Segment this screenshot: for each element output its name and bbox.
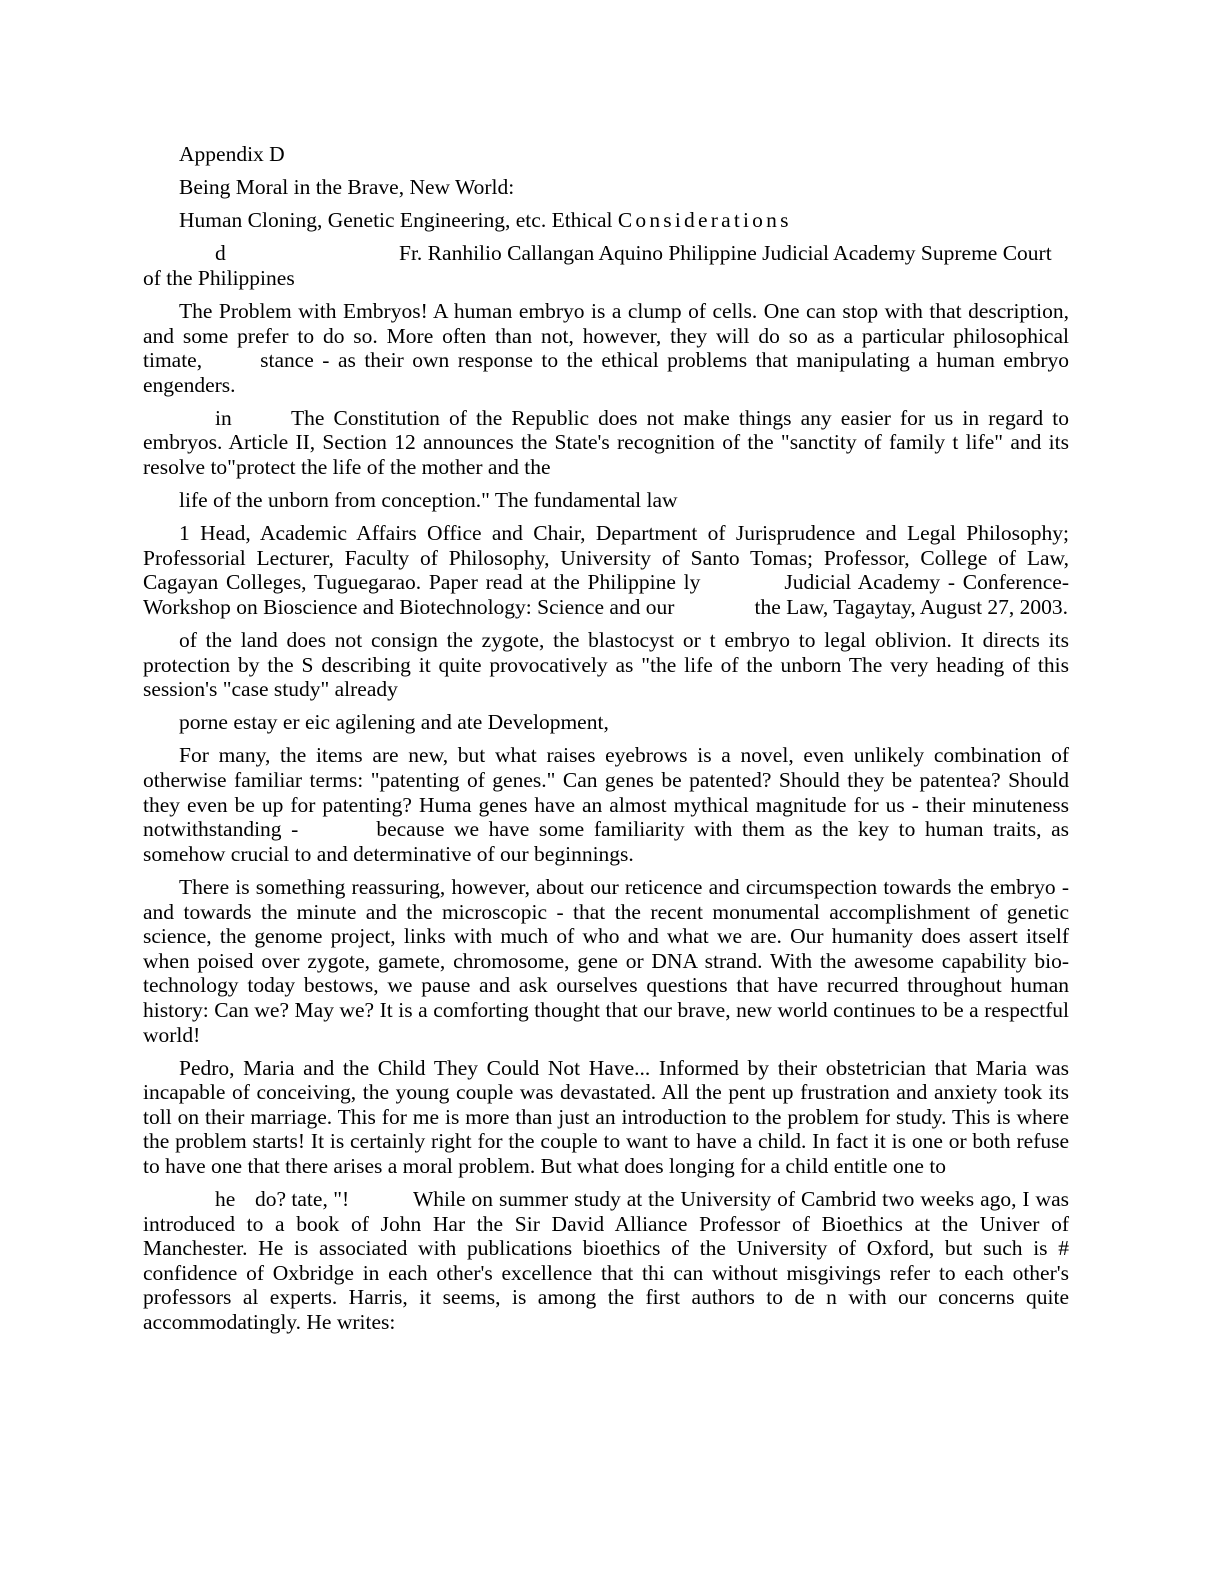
paragraph-patenting-genes-text-b: because we have some familiarity with them as the key to human traits, as somehow crucial to and determinative of our beginnings.	[143, 817, 1069, 866]
paragraph-cambridge-prefix: he	[215, 1187, 236, 1212]
title-line-2-spaced-word: Considerations	[617, 208, 792, 233]
document-page	[143, 142, 1069, 1343]
footnote-1-text-a: 1 Head, Academic Affairs Office and Chair, Department of Jurisprudence and Legal Philosophy; Professorial Lecturer, Faculty of Philosophy, University of Santo Tomas; Professor, College of Law, Cagayan Colleges, Tuguegarao. Paper read at the Philippine ly	[143, 521, 1069, 595]
paragraph-embryos	[143, 299, 1069, 397]
author-text: Fr. Ranhilio Callangan Aquino Philippine Judicial Academy Supreme Court of the Philippines	[143, 241, 1052, 290]
paragraph-cambridge	[143, 1187, 1069, 1335]
paragraph-garbled-line: porne estay er eic agilening and ate Development,	[179, 710, 609, 735]
author-prefix: d	[215, 241, 226, 266]
paragraph-embryos-text-b: stance - as their own response to the ethical problems that manipulating a human embryo engenders.	[143, 348, 1069, 397]
title-line-2	[143, 208, 1069, 233]
paragraph-cambridge-text: While on summer study at the University of Cambrid two weeks ago, I was introduced to a book of John Har the Sir David Alliance Professor of Bioethics at the Univer of Manchester. He is associated with publications bioethics of the University of Oxford, but such is # confidence of Oxbridge in each other's excellence that thi can without misgivings refer to each other's professors al experts. Harris, it seems, is among the first authors to de n with our concerns quite accommodatingly. He writes:	[143, 1187, 1069, 1335]
paragraph-legal-oblivion: of the land does not consign the zygote, the blastocyst or t embryo to legal oblivion. It directs its protection by the S describing it quite provocatively as "the life of the unborn The very heading of this session's "case study" already	[143, 628, 1069, 702]
paragraph-unborn: life of the unborn from conception." The fundamental law	[179, 488, 678, 513]
paragraph-cambridge-mid: do? tate, "!	[255, 1187, 350, 1212]
paragraph-reassuring: There is something reassuring, however, about our reticence and circumspection towards the embryo - and towards the minute and the microscopic - that the recent monumental accomplishment of genetic science, the genome project, links with much of who and what we are. Our humanity does assert itself when poised over zygote, gamete, chromosome, gene or DNA strand. With the awesome capability bio-technology today bestows, we pause and ask ourselves questions that have recurred throughout human history: Can we? May we? It is a comforting thought that our brave, new world continues to be a respectful world!	[143, 874, 1069, 1047]
paragraph-constitution-prefix: in	[215, 405, 232, 430]
title-line-1: Being Moral in the Brave, New World:	[179, 175, 515, 200]
footnote-1-text-c: the Law, Tagaytay, August 27, 2003.	[754, 595, 1069, 619]
paragraph-patenting-genes	[143, 743, 1069, 866]
appendix-heading: Appendix D	[179, 142, 285, 166]
paragraph-pedro-maria: Pedro, Maria and the Child They Could Not Have... Informed by their obstetrician that Maria was incapable of conceiving, the young couple was devastated. All the pent up frustration and anxiety took its toll on their marriage. This for me is more than just an introduction to the problem for study. This is where the problem starts! It is certainly right for the couple to want to have a child. In fact it is one or both refuse to have one that there arises a moral problem. But what does longing for a child entitle one to	[143, 1055, 1069, 1178]
paragraph-embryos-text-a: The Problem with Embryos! A human embryo is a clump of cells. One can stop with that description, and some prefer to do so. More often than not, however, they will do so as a particular philosophical timate,	[143, 298, 1069, 373]
author-line	[143, 241, 1069, 290]
title-line-2-text: Human Cloning, Genetic Engineering, etc. Ethical	[179, 208, 618, 233]
footnote-1	[143, 521, 1069, 619]
paragraph-patenting-genes-text-a: For many, the items are new, but what raises eyebrows is a novel, even unlikely combination of otherwise familiar terms: "patenting of genes." Can genes be patented? Should they be patentea? Should they even be up for patenting? Huma genes have an almost mythical magnitude for us - their minuteness notwithstanding -	[143, 743, 1069, 842]
footnote-1-text-b: Judicial Academy - Conference-Workshop on Bioscience and Biotechnology: Science and our	[143, 570, 1069, 619]
paragraph-constitution-text: The Constitution of the Republic does not make things any easier for us in regard to embryos. Article II, Section 12 announces the State's recognition of the "sanctity of family t life" and its resolve to"protect the life of the mother and the	[143, 405, 1069, 480]
paragraph-constitution	[143, 406, 1069, 480]
